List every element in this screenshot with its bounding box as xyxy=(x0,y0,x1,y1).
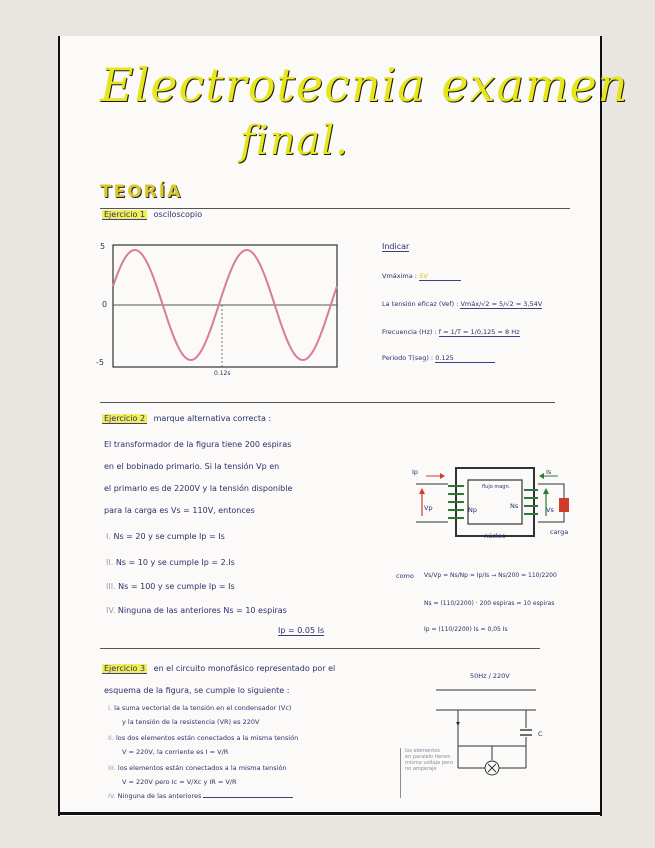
ex2-text-1: El transformador de la figura tiene 200 espiras xyxy=(104,440,292,449)
ex3-option: V = 220V, la corriente es I = V/R xyxy=(122,748,229,756)
is-label: Is xyxy=(546,468,552,476)
vp-label: Vp xyxy=(424,504,433,512)
note-line: en paralelo tienen xyxy=(405,754,451,760)
ex3-text-2: esquema de la figura, se cumple lo siguiente : xyxy=(104,686,290,695)
capacitor-label: C xyxy=(538,730,543,738)
vef-row: La tensión eficaz (Vef) : Vmáx/√2 = 5/√2 = 3,54V xyxy=(382,300,543,308)
ex2-ip-answer: Ip = 0.05 Is xyxy=(278,626,325,635)
page-title: Electrotecnia examen xyxy=(100,58,629,112)
source-label: 50Hz / 220V xyxy=(470,672,510,680)
core-label: núcleo xyxy=(484,532,506,540)
vmax-row: Vmáxima : 5V xyxy=(382,272,461,281)
load-label: carga xyxy=(550,528,569,536)
ex2-option: III. Ns = 100 y se cumple Ip = Is xyxy=(106,582,235,591)
y-tick-max: 5 xyxy=(100,242,106,251)
ns-label: Ns xyxy=(510,502,519,510)
section-heading: TEORÍA xyxy=(100,182,183,202)
calc-eq3: Ip = (110/2200) Is = 0,05 Is xyxy=(424,626,508,633)
freq-row: Frecuencia (Hz) : f = 1/T = 1/0,125 = 8 Hz xyxy=(382,328,520,336)
ex3-option: y la tensión de la resistencia (VR) es 220V xyxy=(122,718,260,726)
note-line: misma voltaje pero xyxy=(405,760,454,766)
np-label: Np xyxy=(468,506,477,514)
ex3-option: V = 220V pero Ic = V/Xc y IR = V/R xyxy=(122,778,237,786)
indicar-heading: Indicar xyxy=(382,242,410,251)
oscilloscope-plot xyxy=(112,244,338,368)
page-title-line2: final. xyxy=(240,118,349,164)
note-box xyxy=(400,748,467,798)
ex2-text-2: en el bobinado primario. Si la tensión Vp en xyxy=(104,462,280,471)
note-line: no amperaje xyxy=(405,766,437,772)
y-tick-min: -5 xyxy=(96,358,104,367)
calc-eq1: Vs/Vp = Ns/Np = Ip/Is → Ns/200 = 110/2200 xyxy=(424,572,557,579)
period-row: Periodo T(seg) : 0.125 xyxy=(382,354,495,363)
note-line: los elementos xyxy=(405,748,440,754)
ip-label: Ip xyxy=(412,468,419,476)
flux-label: flujo magn. xyxy=(482,484,511,490)
ex1-label: Ejercicio 1 osciloscopio xyxy=(104,210,203,219)
divider xyxy=(100,208,570,209)
vs-label: Vs xyxy=(546,506,554,514)
x-tick: 0.12s xyxy=(214,370,231,377)
paper-bottom-edge xyxy=(58,812,602,815)
ex2-label: Ejercicio 2 marque alternativa correcta : xyxy=(104,414,272,423)
ex3-label: Ejercicio 3 en el circuito monofásico representado por el xyxy=(104,664,336,673)
ex2-option: I. Ns = 20 y se cumple Ip = Is xyxy=(106,532,225,541)
divider xyxy=(100,648,540,649)
calc-como: como xyxy=(396,572,414,580)
ex3-option: I. la suma vectorial de la tensión en el condensador (Vc) xyxy=(108,704,292,712)
ex2-text-3: el primario es de 2200V y la tensión disponible xyxy=(104,484,293,493)
y-tick-zero: 0 xyxy=(102,300,108,309)
ex2-option: II. Ns = 10 y se cumple Ip = 2.Is xyxy=(106,558,235,567)
ex3-option: II. los dos elementos están conectados a la misma tensión xyxy=(108,734,299,742)
ex3-option: IV. Ninguna de las anteriores xyxy=(108,792,293,800)
ex2-option: IV. Ninguna de las anteriores Ns = 10 espiras xyxy=(106,606,287,615)
ex2-text-4: para la carga es Vs = 110V, entonces xyxy=(104,506,255,515)
ex3-option: III. los elementos están conectados a la misma tensión xyxy=(108,764,287,772)
calc-eq2: Ns = (110/2200) · 200 espiras = 10 espiras xyxy=(424,600,555,607)
divider xyxy=(100,402,555,403)
